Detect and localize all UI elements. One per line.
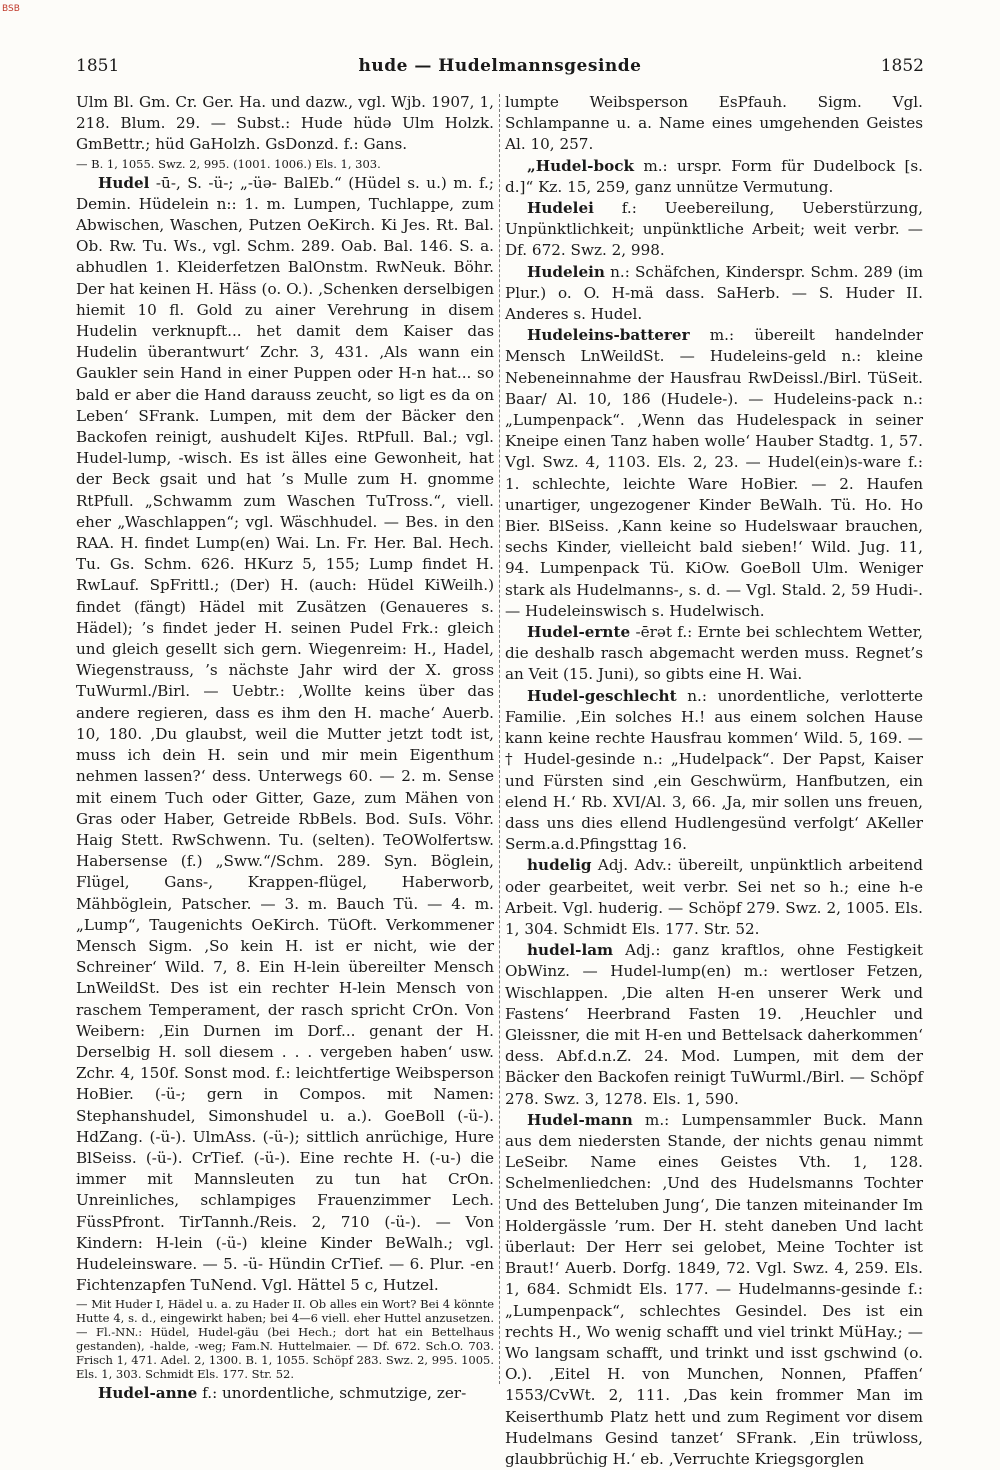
dictionary-entry — [505, 156, 923, 198]
dictionary-entry — [76, 173, 494, 1297]
entry-headword: Hudel-anne — [98, 1384, 198, 1403]
entry-body: n.: unordentliche, verlotterte Familie. ‚Ein solches H.! aus einem solchen Hause kann keine rechte Hausfrau kommen‘ Wild. 5, 169. — † Hudel-gesinde n.: „Hudelpack“. Der Papst, Kaiser und Fürsten sind ‚ein Geschwürm, Hanfbutzen, ein elend H.‘ Rb. XVI/Al. 3, 66. ‚Ja, mir sollen uns freuen, dass uns dies ellend Hudlengesünd verfolgt‘ AKeller Serm.a.d.Pfingsttag 16. — [505, 686, 923, 854]
entry-headword: Hudel-geschlecht — [527, 686, 677, 705]
right-column — [505, 92, 923, 1468]
dictionary-entry — [505, 622, 923, 686]
entry-body: m.: übereilt handelnder Mensch LnWeildSt. — Hudeleins-geld n.: kleine Nebeneinnahme der Hausfrau RwDeissl./Birl. TüSeit. Baar/ Al. 10, 186 (Hudele-). — Hudeleins-pack n.: „Lumpenpack“. ‚Wenn das Hudelespack in seiner Kneipe einen Tanz haben wolle‘ Hauber Stadtg. 1, 57. Vgl. Swz. 4, 1103. Els. 2, 23. — Hudel(ein)s-ware f.: 1. schlechte, leichte Ware HoBier. — 2. Haufen unartiger, ungezogener Kinder BeWalh. Tü. Ho. Ho Bier. BlSeiss. ‚Kann keine so Hudelswaar brauchen, sechs Kinder, vielleicht bald sieben!‘ Wild. Jug. 11, 94. Lumpenpack Tü. KiOw. GoeBoll Ulm. Weniger stark als Hudelmanns-, s. d. — Vgl. Stald. 2, 59 Hudi-. — Hudeleinswisch s. Hudelwisch. — [505, 326, 923, 620]
running-title: hude — Hudelmannsgesinde — [358, 56, 642, 76]
column-divider — [499, 94, 500, 1384]
entry-body: Adj.: ganz kraftlos, ohne Festigkeit ObWinz. — Hudel-lump(en) m.: wertloser Fetzen, Wischlappen. ‚Die alten H-en unserer Werk und Fastens‘ Heerbrand Fasten 19. ‚Heuchler und Gleissner, die mit H-en und Bettelsack daherkommen‘ dess. Abf.d.n.Z. 24. Mod. Lumpen, mit dem der Bäcker den Backofen reinigt TuWurml./Birl. — Schöpf 278. Swz. 3, 1278. Els. 1, 590. — [505, 941, 923, 1108]
page-header — [76, 56, 924, 82]
dictionary-entry — [505, 325, 923, 622]
entry-body: -ērət f.: Ernte bei schlechtem Wetter, die deshalb rasch abgemacht werden muss. Regnet’s an Veit (15. Juni), so gibts eine H. Wai. — [505, 623, 923, 684]
page-number-right: 1852 — [880, 56, 924, 76]
entry-headword: hudel-lam — [527, 941, 614, 960]
dictionary-entry — [505, 1110, 923, 1470]
dictionary-entry — [505, 855, 923, 940]
entry-body: -ū-, S. -ü-; „-üə- BalEb.“ (Hüdel s. u.) m. f.; Demin. Hüdelein n:: 1. m. Lumpen, Tuchlappe, zum Abwischen, Waschen, Putzen OeKirch. Ki Jes. Rt. Bal. Ob. Rw. Tu. Ws., vgl. Schm. 289. Oab. Bal. 146. S. a. abhudlen 1. Kleiderfetzen BalOnstm. RwNeuk. Böhr. Der hat keinen H. Häss (o. O.). ‚Schenken derselbigen hiemit 10 fl. Gold zu ainer Verehrung in disem Hudelin verknupft... het damit dem Kaiser das Hudelin überantwurt‘ Zchr. 3, 431. ‚Als wann ein Gaukler sein Hand in einer Puppen oder H-n hat... so bald er aber die Hand darauss zeucht, so ligt es da on Leben‘ SFrank. Lumpen, mit dem der Bäcker den Backofen reinigt, aushudelt KiJes. RtPfull. Bal.; vgl. Hudel-lump, -wisch. Es ist älles eine Gewonheit, hat der Beck gsait und hat ’s Mulle zum H. gnomme RtPfull. „Schwamm zum Waschen TuTross.“, viell. eher „Waschlappen“; vgl. Wäschhudel. — Bes. in den RAA. H. findet Lump(en) Wai. Ln. Fr. Her. Bal. Hech. Tu. Gs. Schm. 626. HKurz 5, 155; Lump findet H. RwLauf. SpFrittl.; (Der) H. (auch: Hüdel KiWeilh.) findet (fängt) Hädel mit Zusätzen (Genaueres s. Hädel); ’s findet jeder H. seinen Pudel Frk.: gleich und gleich gesellt sich gern. Wiegenreim: H., Hadel, Wiegenstrauss, ’s nächste Jahr wird der X. gross TuWurml./Birl. — Uebtr.: ‚Wollte keins über das andere regieren, dass es ihm den H. mache‘ Auerb. 10, 180. ‚Du glaubst, weil die Mutter jetzt todt ist, muss ich dein H. sein und mir mein Eigenthum nehmen lassen?‘ dess. Unterwegs 60. — 2. m. Sense mit einem Tuch oder Gitter, Gaze, zum Mähen von Gras oder Haber, Getreide RbBels. Bod. SuIs. Vöhr. Haig Stett. RwSchwenn. Tu. (selten). TeOWolfertsw. Habersense (f.) „Sww.“/Schm. 289. Syn. Böglein, Flügel, Gans-, Krappen-flügel, Haberworb, Mähböglein, Patscher. — 3. m. Bauch Tü. — 4. m. „Lump“, Taugenichts OeKirch. TüOft. Verkommener Mensch Sigm. ‚So kein H. ist er nicht, wie der Schreiner‘ Wild. 7, 8. Ein H-lein übereilter Mensch LnWeildSt. Des ist ein rechter H-lein Mensch von raschem Temperament, der rasch spricht CrOn. Von Weibern: ‚Ein Durnen im Dorf... genant der H. Derselbig H. soll diesem . . . vergeben haben‘ usw. Zchr. 4, 150f. Sonst mod. f.: leichtfertige Weibsperson HoBier. (-ü-; gern in Compos. mit Namen: Stephanshudel, Simonshudel u. a.). GoeBoll (-ü-). HdZang. (-ü-). UlmAss. (-ü-); sittlich anrüchige, Hure BlSeiss. (-ü-). CrTief. (-ü-). Eine rechte H. (-u-) die immer mit Mannsleuten zu tun hat CrOn. Unreinliches, schlampiges Frauenzimmer Lech. FüssPfront. TirTannh./Reis. 2, 710 (-ü-). — Von Kindern: H-lein (-ü-) kleine Kinder BeWalh.; vgl. Hudeleinsware. — 5. -ü- Hündin CrTief. — 6. Plur. -en Fichtenzapfen TuNend. Vgl. Hättel 5 c, Hutzel. — [76, 173, 494, 1295]
page-number-left: 1851 — [76, 56, 120, 76]
reference-note: — B. 1, 1055. Swz. 2, 995. (1001. 1006.) Els. 1, 303. — [76, 156, 381, 171]
dictionary-entry — [505, 262, 923, 326]
dictionary-entry — [505, 940, 923, 1110]
entry-headword: hudelig — [527, 856, 592, 875]
entry-continuation: Ulm Bl. Gm. Cr. Ger. Ha. und dazw., vgl. Wjb. 1907, 1, 218. Blum. 29. — Subst.: Hude hüdə Ulm Holzk. GmBettr.; hüd GaHolzh. GsDonzd. f.: Gans. — [76, 93, 494, 154]
entry-continuation: lumpte Weibsperson EsPfauh. Sigm. Vgl. Schlampanne u. a. Name eines umgehenden Geistes Al. 10, 257. — [505, 93, 923, 154]
entry-headword: Hudeleins-batterer — [527, 326, 690, 345]
dictionary-entry — [76, 1383, 494, 1404]
reference-note: — Mit Huder I, Hädel u. a. zu Hader II. Ob alles ein Wort? Bei 4 könnte Hutte 4, s. d., eingewirkt haben; bei 4—6 viell. eher Huttel anzusetzen. — Fl.-NN.: Hüdel, Hudel-gäu (bei Hech.; dort hat ein Bettelhaus gestanden), -halde, -weg; Fam.N. Huttelmaier. — Df. 672. Sch.O. 703. Frisch 1, 471. Adel. 2, 1300. B. 1, 1055. Schöpf 283. Swz. 2, 995. 1005. Els. 1, 303. Schmidt Els. 177. Str. 52. — [76, 1297, 494, 1382]
entry-headword: Hudel-mann — [527, 1110, 633, 1129]
entry-body: f.: Ueebereilung, Ueberstürzung, Unpünktlichkeit; unpünktliche Arbeit; weit verbr. — Df. 672. Swz. 2, 998. — [505, 199, 923, 260]
entry-body: f.: unordentliche, schmutzige, zer- — [197, 1384, 467, 1403]
entry-headword: Hudel-ernte — [527, 623, 631, 642]
entry-headword: Hudel — [98, 173, 150, 192]
entry-body: n.: Schäfchen, Kinderspr. Schm. 289 (im Plur.) o. O. H-mä dass. SaHerb. — S. Huder II. Anderes s. Hudel. — [505, 262, 923, 324]
left-column — [76, 92, 494, 1403]
entry-headword: „Hudel-bock — [527, 156, 635, 175]
entry-body: m.: urspr. Form für Dudelbock [s. d.]“ Kz. 15, 259, ganz unnütze Vermutung. — [505, 156, 923, 196]
library-stamp: BSB — [2, 4, 20, 14]
entry-headword: Hudelei — [527, 199, 594, 218]
dictionary-entry — [505, 198, 923, 262]
entry-body: Adj. Adv.: übereilt, unpünktlich arbeitend oder gearbeitet, weit verbr. Sei net so h.; eine h-e Arbeit. Vgl. huderig. — Schöpf 279. Swz. 2, 1005. Els. 1, 304. Schmidt Els. 177. Str. 52. — [505, 856, 923, 938]
dictionary-entry — [505, 686, 923, 856]
entry-headword: Hudelein — [527, 262, 605, 281]
entry-body: m.: Lumpensammler Buck. Mann aus dem niedersten Stande, der nichts genau nimmt LeSeibr. Name eines Geistes Vth. 1, 128. Schelmenliedchen: ‚Und des Hudelsmanns Tochter Und des Betteluben Jung‘, Die tanzen miteinander Im Holdergässle ’rum. Der H. steht daneben Und lacht überlaut: Der Herr sei gelobet, Meine Tochter ist Braut!‘ Auerb. Dorfg. 1849, 72. Vgl. Swz. 4, 259. Els. 1, 684. Schmidt Els. 177. — Hudelmanns-gesinde f.: „Lumpenpack“, schlechtes Gesindel. Des ist ein rechts H., Wo wenig schafft und viel trinkt MüHay.; — Wo langsam schafft, und trinkt und isst gschwind (o. O.). ‚Eitel H. von Munchen, Nonnen, Pfaffen‘ 1553/CvWt. 2, 111. ‚Das kein frommer Man im Keiserthumb Platz hett und zum Regiment vor disem Hudelmans Gesind tanzet‘ SFrank. ‚Ein trüwloss, glaubbrüchig H.‘ eb. ‚Verruchte Kriegsgorglen — [505, 1110, 923, 1468]
